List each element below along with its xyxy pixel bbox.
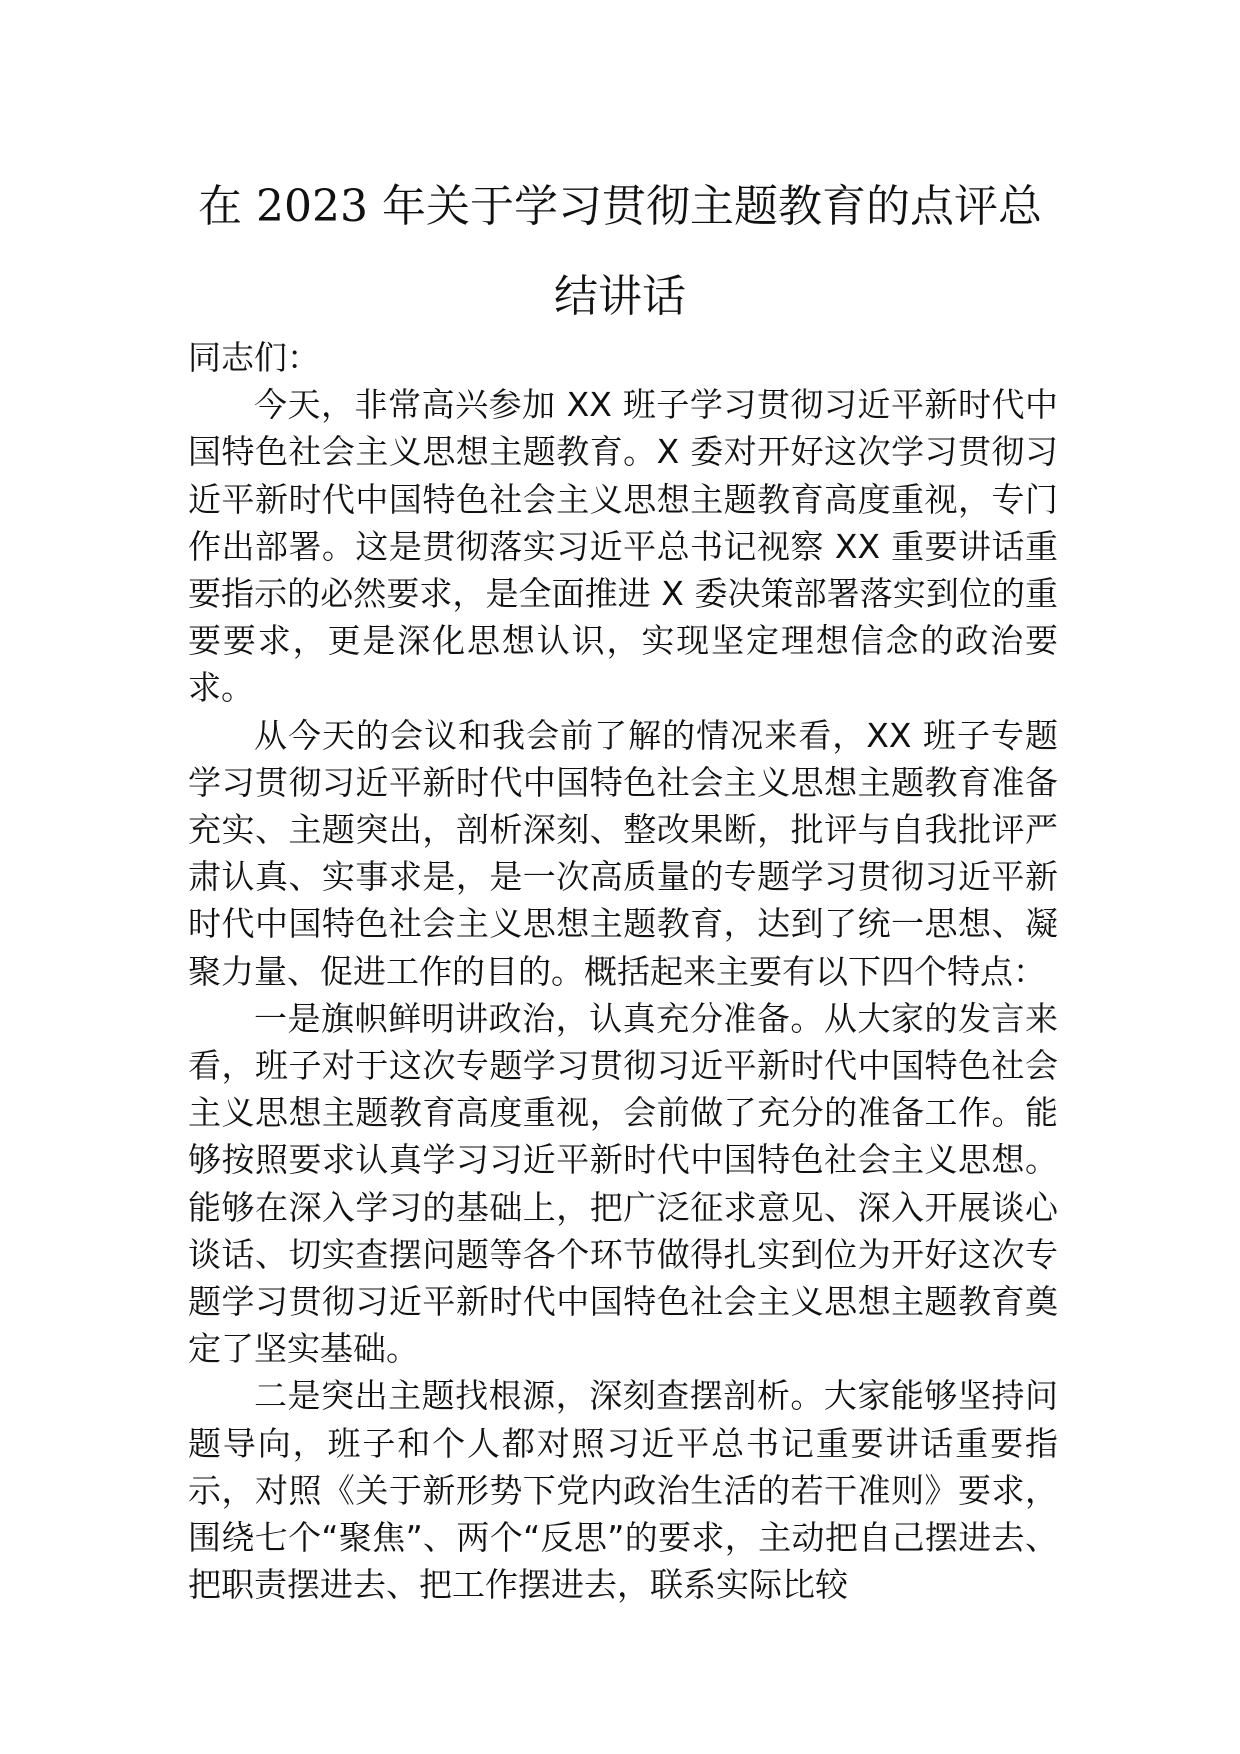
paragraph-1: 今天，非常高兴参加 XX 班子学习贯彻习近平新时代中国特色社会主义思想主题教育。X 委对开好这次学习贯彻习近平新时代中国特色社会主义思想主题教育高度重视，专门作出部署。这是贯彻落实习近平总书记视察 XX 重要讲话重要指示的必然要求，是全面推进 X 委决策部署落实到位的重要要求，更是深化思想认识，实现坚定理想信念的政治要求。 <box>188 385 1058 708</box>
salutation: 同志们： <box>188 338 320 377</box>
title-line-1: 在 2023 年关于学习贯彻主题教育的点评总 <box>198 181 1042 232</box>
paragraph-2: 从今天的会议和我会前了解的情况来看，XX 班子专题学习贯彻习近平新时代中国特色社会主义思想主题教育准备充实、主题突出，剖析深刻、整改果断，批评与自我批评严肃认真、实事求是，是一次高质量的专题学习贯彻习近平新时代中国特色社会主义思想主题教育，达到了统一思想、凝聚力量、促进工作的目的。概括起来主要有以下四个特点： <box>188 715 1058 991</box>
document-title <box>150 162 1090 342</box>
document-body <box>188 334 1058 1608</box>
paragraph-4: 二是突出主题找根源，深刻查摆剖析。大家能够坚持问题导向，班子和个人都对照习近平总书记重要讲话重要指示，对照《关于新形势下党内政治生活的若干准则》要求，围绕七个“聚焦”、两个“反思”的要求，主动把自己摆进去、把职责摆进去、把工作摆进去，联系实际比较 <box>188 1376 1058 1605</box>
title-line-2: 结讲话 <box>554 271 686 322</box>
paragraph-3: 一是旗帜鲜明讲政治，认真充分准备。从大家的发言来看，班子对于这次专题学习贯彻习近平新时代中国特色社会主义思想主题教育高度重视，会前做了充分的准备工作。能够按照要求认真学习习近平新时代中国特色社会主义思想。能够在深入学习的基础上，把广泛征求意见、深入开展谈心谈话、切实查摆问题等各个环节做得扎实到位为开好这次专题学习贯彻习近平新时代中国特色社会主义思想主题教育奠定了坚实基础。 <box>188 998 1058 1369</box>
